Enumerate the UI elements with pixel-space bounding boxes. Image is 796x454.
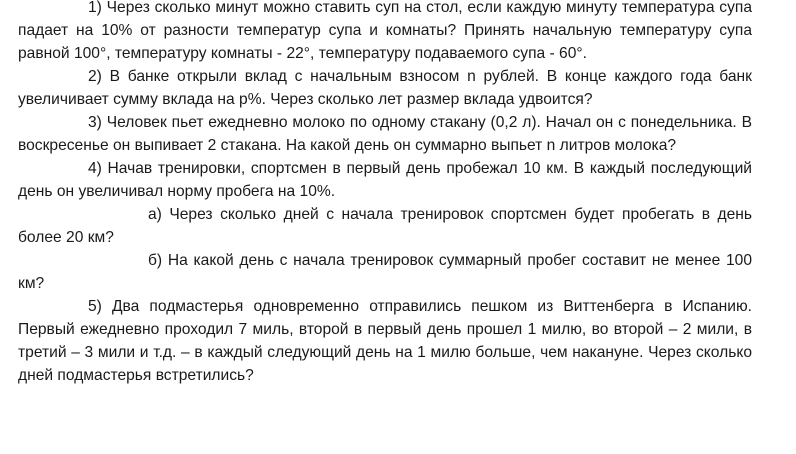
problem-5-text: 5) Два подмастерья одновременно отправились пешком из Виттенберга в Испанию. Первый ежедневно проходил 7 миль, второй в первый день прошел 1 милю, во второй – 2 мили, в третий – 3 мили и т.д. – в каждый следующий день на 1 милю больше, чем накануне. Через сколько дней подмастерья встретились? [18,298,752,384]
problem-4a-text: а) Через сколько дней с начала тренировок спортсмен будет пробегать в день более 20 км? [18,206,752,246]
problem-2-text: 2) В банке открыли вклад с начальным взносом n рублей. В конце каждого года банк увеличивает сумму вклада на p%. Через сколько лет размер вклада удвоится? [18,68,752,108]
problem-1-text: 1) Через сколько минут можно ставить суп на стол, если каждую минуту температура супа падает на 10% от разности температур супа и комнаты? Принять начальную температуру супа равной 100°, температуру комнаты - 22°, температуру подаваемого супа - 60°. [18,0,752,62]
problem-4b-text: б) На какой день с начала тренировок суммарный пробег составит не менее 100 км? [18,252,752,292]
problem-3-text: 3) Человек пьет ежедневно молоко по одному стакану (0,2 л). Начал он с понедельника. В воскресенье он выпивает 2 стакана. На какой день он суммарно выпьет n литров молока? [18,114,752,154]
problem-4-text: 4) Начав тренировки, спортсмен в первый день пробежал 10 км. В каждый последующий день он увеличивал норму пробега на 10%. [18,160,752,200]
